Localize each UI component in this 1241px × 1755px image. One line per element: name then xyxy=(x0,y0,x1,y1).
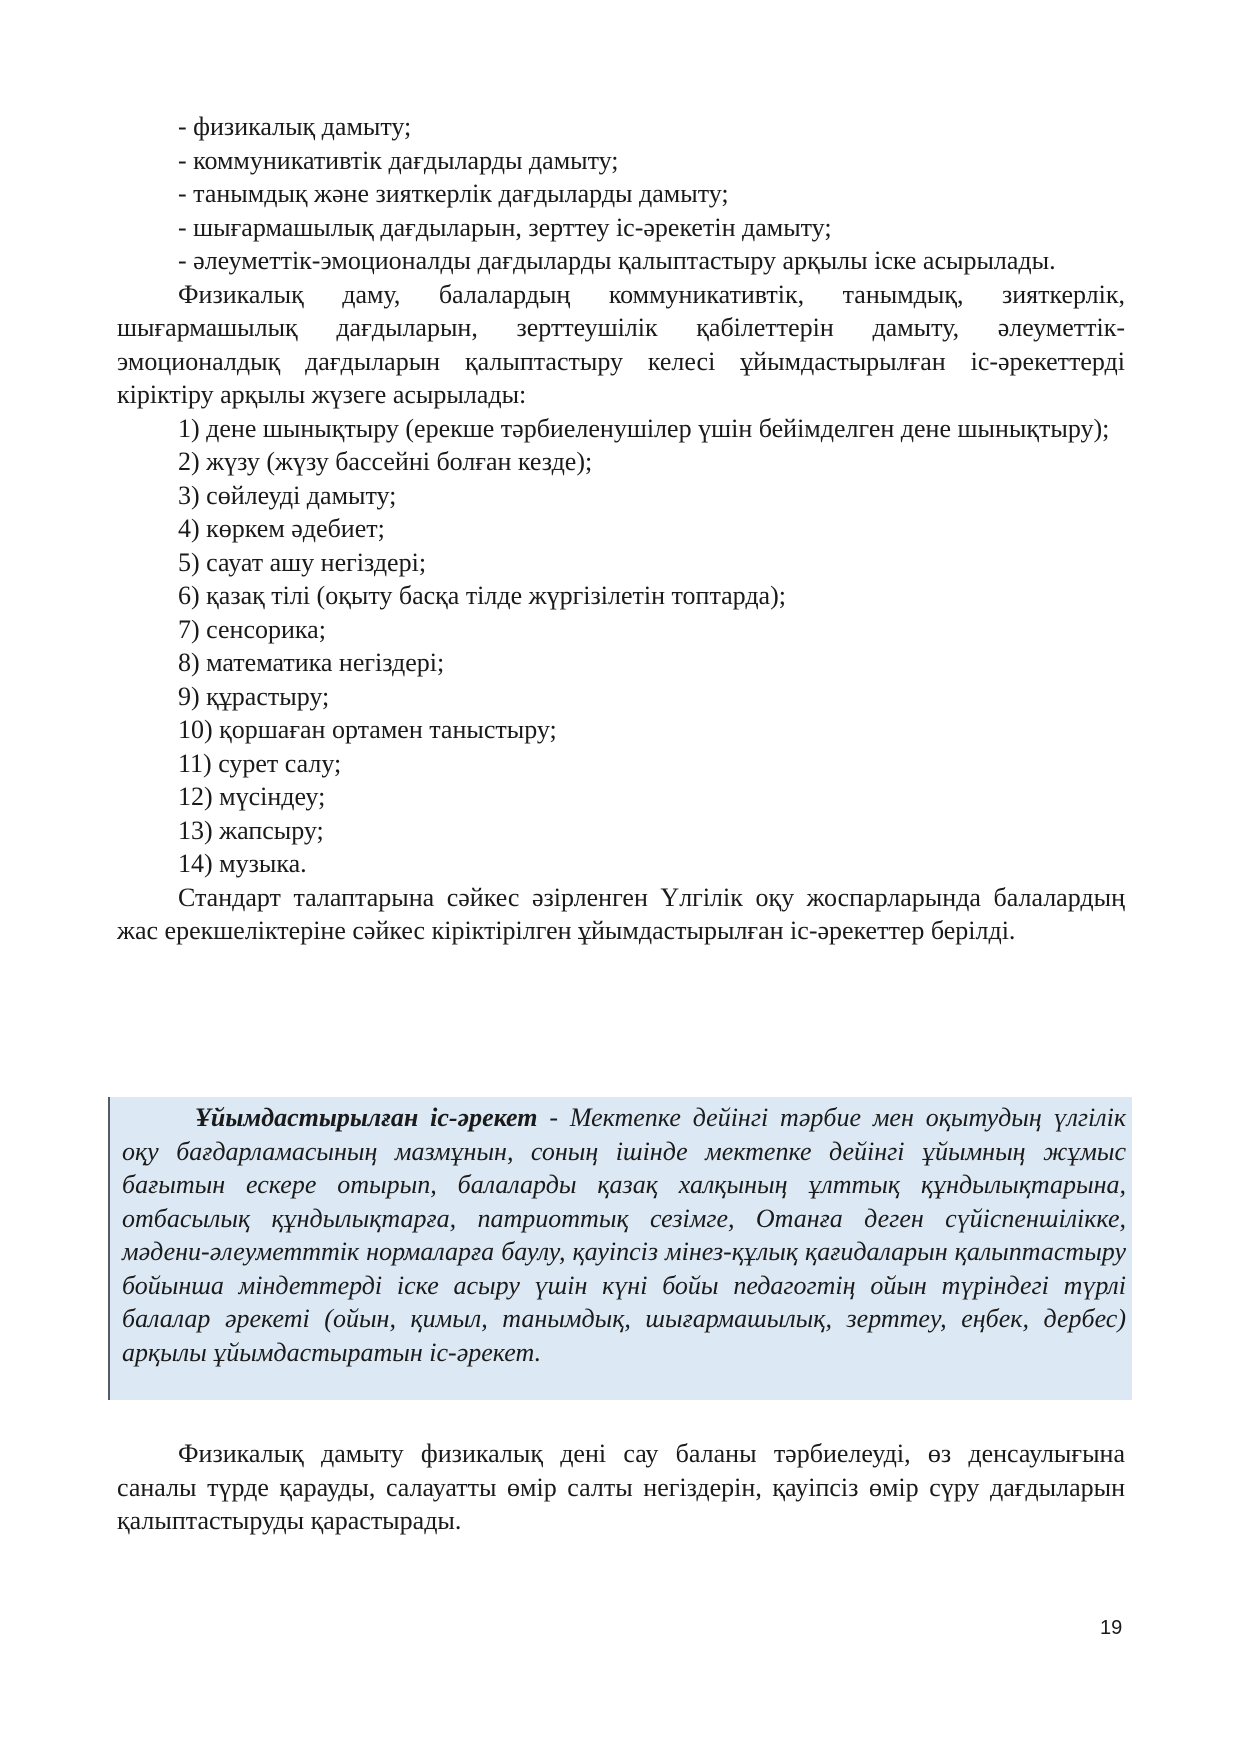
list-item: 13) жапсыру; xyxy=(178,815,324,845)
list-item: 4) көркем әдебиет; xyxy=(178,514,385,543)
list-item: - шығармашылық дағдыларын, зерттеу іс-әрекетін дамыту; xyxy=(178,212,832,242)
definition-callout xyxy=(108,1097,1132,1400)
list-item: - әлеуметтік-эмоционалды дағдыларды қалыптастыру арқылы іске асырылады. xyxy=(178,246,1056,275)
list-item: 6) қазақ тілі (оқыту басқа тілде жүргізілетін топтарда); xyxy=(178,581,786,610)
list-item: 2) жүзу (жүзу бассейні болған кезде); xyxy=(178,447,593,476)
list-item: 12) мүсіндеу; xyxy=(178,782,326,811)
main-text xyxy=(117,110,1125,948)
intro-paragraph: Физикалық даму, балалардың коммуникативтік, танымдық, зияткерлік, шығармашылық дағдыларын, зерттеушілік қабілеттерін дамыту, әлеуметтік-эмоционалдық дағдыларын қалыптастыру келесі ұйымдастырылған іс-әрекеттерді кіріктіру арқылы жүзеге асырылады: xyxy=(117,279,1125,409)
list-item: 7) сенсорика; xyxy=(178,614,326,644)
list-item: - физикалық дамыту; xyxy=(178,112,412,141)
closing-paragraph: Физикалық дамыту физикалық дені сау баланы тәрбиелеуді, өз денсаулығына саналы түрде қарауды, салауатты өмір салты негіздерін, қауіпсіз өмір сүру дағдыларын қалыптастыруды қарастырады. xyxy=(117,1439,1125,1535)
list-item: 14) музыка. xyxy=(178,849,307,878)
list-item: 10) қоршаған ортамен таныстыру; xyxy=(178,715,557,744)
list-item: 8) математика негіздері; xyxy=(178,648,445,677)
standard-paragraph: Стандарт талаптарына сәйкес әзірленген Үлгілік оқу жоспарларында балалардың жас ерекшеліктеріне сәйкес кіріктірілген ұйымдастырылған іс-әрекеттер берілді. xyxy=(117,882,1125,945)
list-item: 3) сөйлеуді дамыту; xyxy=(178,480,397,510)
list-item: - коммуникативтік дағдыларды дамыту; xyxy=(178,145,619,175)
list-item: 11) сурет салу; xyxy=(178,748,342,778)
list-item: 9) құрастыру; xyxy=(178,681,330,711)
list-item: 5) сауат ашу негіздері; xyxy=(178,547,427,577)
list-item: 1) дене шынықтыру (ерекше тәрбиеленушілер үшін бейімделген дене шынықтыру); xyxy=(178,413,1110,443)
page-number: 19 xyxy=(1100,1617,1123,1639)
list-item: - танымдық және зияткерлік дағдыларды дамыту; xyxy=(178,179,729,208)
definition-text: - Мектепке дейінгі тәрбие мен оқытудың үлгілік оқу бағдарламасының мазмұнын, соның ішінде мектепке дейінгі ұйымның жұмыс бағытын ескере отырып, балаларды қазақ халқының ұлттық құндылықтарына, отбасылық құндылықтарға, патриоттық сезімге, Отанға деген сүйіспеншілікке, мәдени-әлеуметттік нормаларға баулу, қауіпсіз мінез-құлық қағидаларын қалыптастыру бойынша міндеттерді іске асыру үшін күні бойы педагогтің ойын түріндегі түрлі балалар әрекеті (ойын, қимыл, танымдық, шығармашылық, зерттеу, еңбек, дербес) арқылы ұйымдастыратын іс-әрекет. xyxy=(122,1103,1126,1367)
definition-term: Ұйымдастырылған іс-әрекет xyxy=(195,1103,538,1132)
